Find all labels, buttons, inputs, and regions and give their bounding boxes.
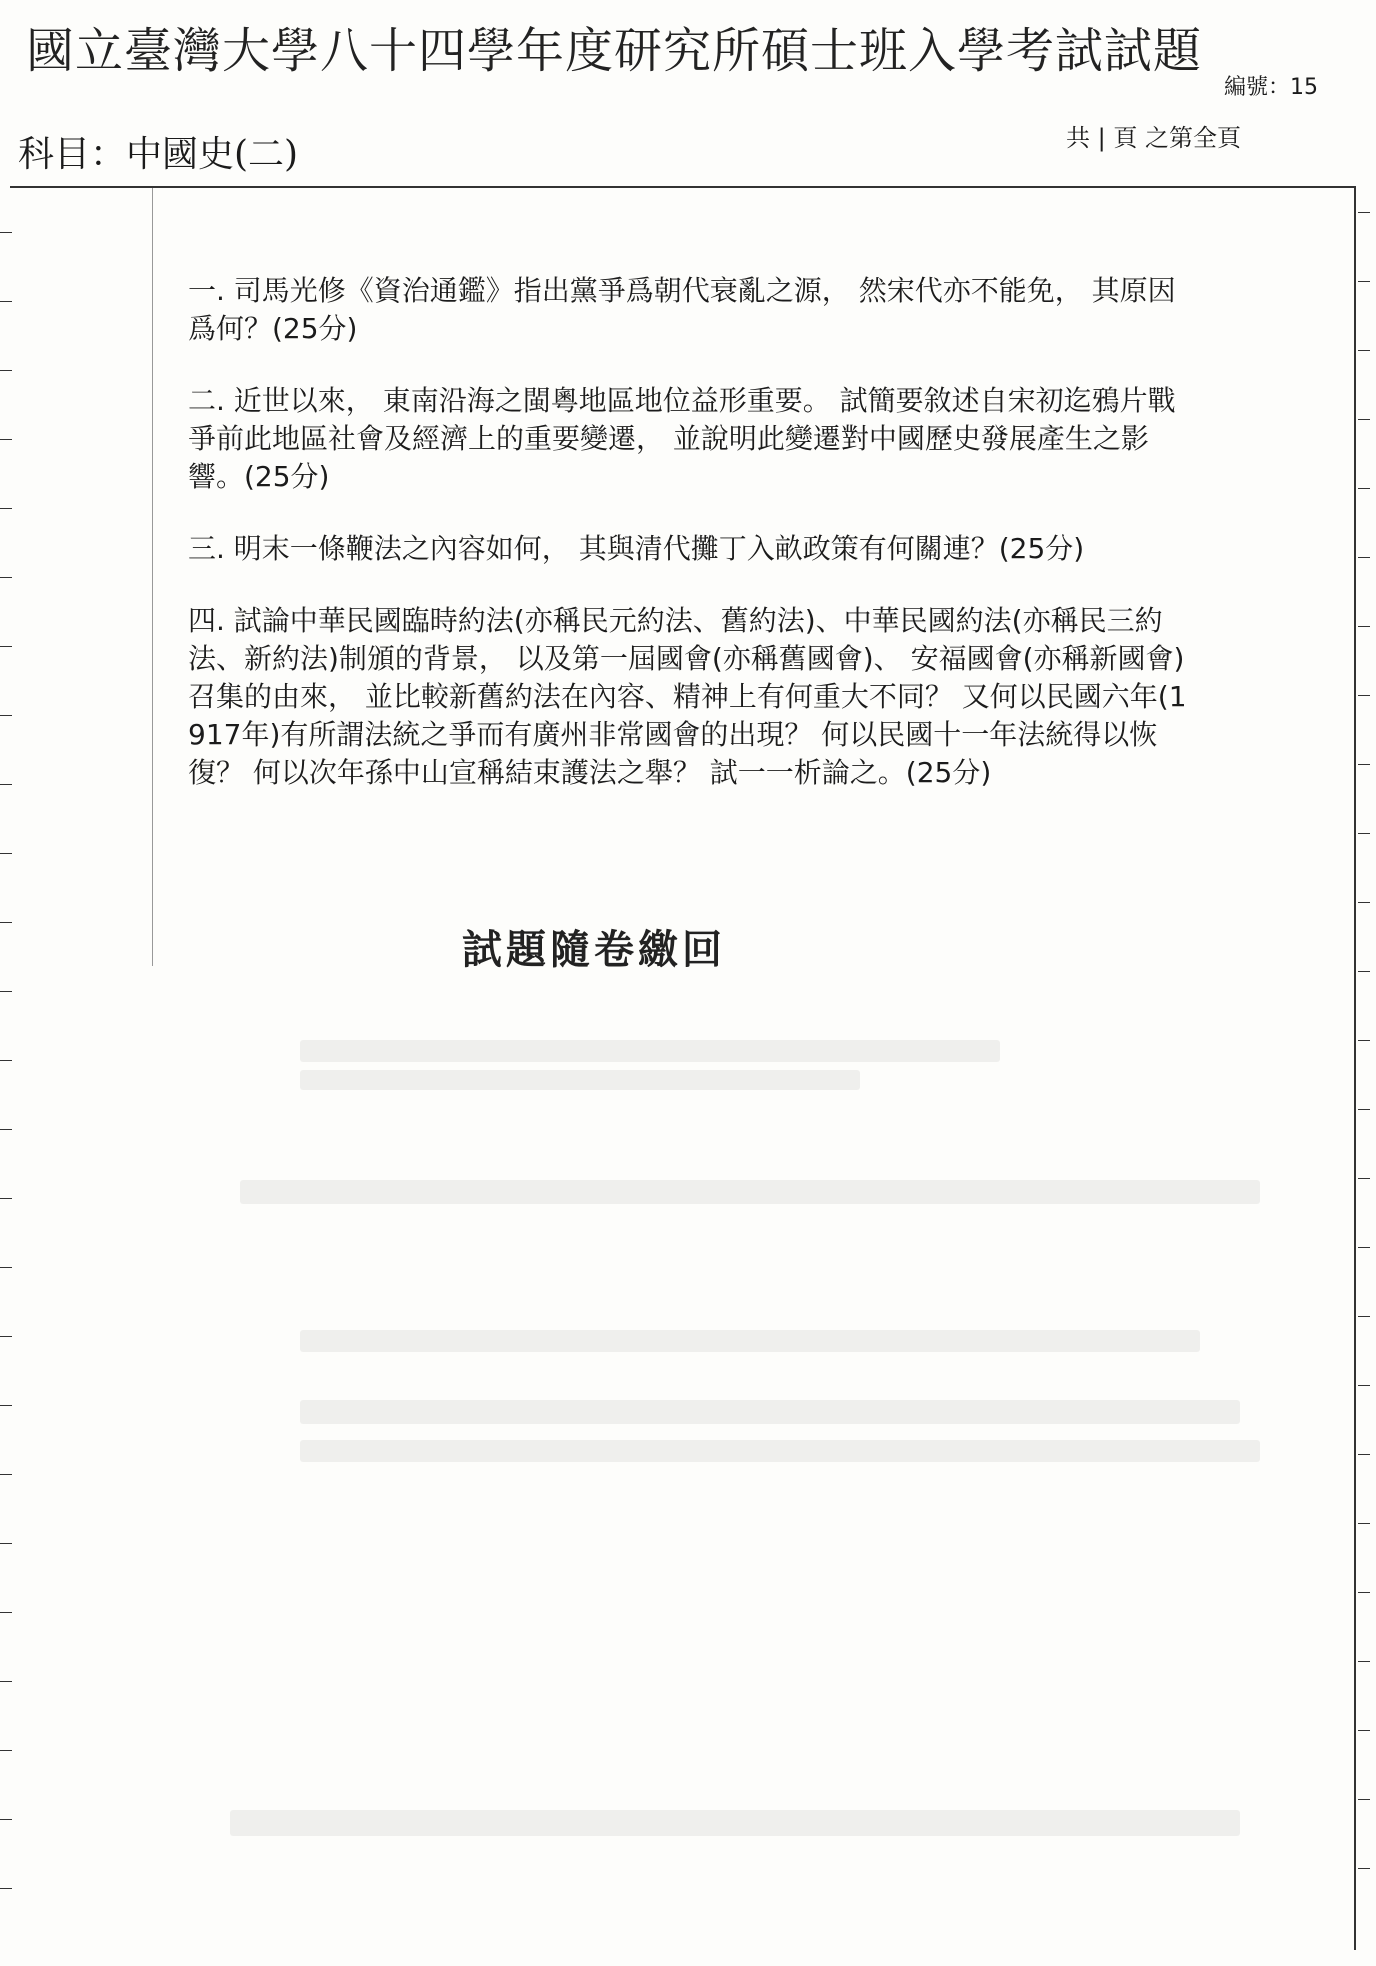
margin-tick (0, 1267, 12, 1268)
margin-tick (0, 1336, 12, 1337)
margin-tick (1358, 1247, 1370, 1248)
margin-tick (1358, 488, 1370, 489)
margin-tick (1358, 902, 1370, 903)
margin-tick (1358, 1868, 1370, 1869)
margin-tick (1358, 1178, 1370, 1179)
bleed-through-mark (300, 1040, 1000, 1062)
inner-margin-line (152, 188, 153, 966)
margin-tick (1358, 1454, 1370, 1455)
bleed-through-mark (300, 1400, 1240, 1424)
margin-tick (0, 1750, 12, 1751)
margin-tick (0, 439, 12, 440)
exam-title: 國立臺灣大學八十四學年度研究所碩士班入學考試試題 (26, 23, 1203, 79)
margin-tick (1358, 1661, 1370, 1662)
bleed-through-mark (300, 1070, 860, 1090)
margin-tick (1358, 419, 1370, 420)
margin-tick (0, 232, 12, 233)
page-count: 共 | 頁 之第全頁 (1066, 124, 1241, 152)
margin-tick (1358, 557, 1370, 558)
margin-tick (1358, 1799, 1370, 1800)
margin-tick (0, 991, 12, 992)
margin-tick (0, 577, 12, 578)
question-1: 一. 司馬光修《資治通鑑》指出黨爭爲朝代衰亂之源， 然宋代亦不能免， 其原因爲何？(25分) (188, 274, 1176, 345)
margin-tick (0, 922, 12, 923)
margin-tick (1358, 212, 1370, 213)
margin-tick (0, 1060, 12, 1061)
margin-tick (0, 1198, 12, 1199)
margin-tick (1358, 1730, 1370, 1731)
margin-tick (0, 370, 12, 371)
serial-number: 編號：15 (1224, 75, 1318, 100)
question-2: 二. 近世以來， 東南沿海之閩粵地區地位益形重要。 試簡要敘述自宋初迄鴉片戰爭前此地區社會及經濟上的重要變遷， 並說明此變遷對中國歷史發展產生之影響。(25分) (188, 384, 1176, 493)
margin-tick (1358, 1040, 1370, 1041)
margin-tick (0, 301, 12, 302)
margin-tick (0, 715, 12, 716)
margin-tick (0, 1405, 12, 1406)
return-instruction: 試題隨卷繳回 (462, 926, 726, 973)
margin-tick (0, 646, 12, 647)
bleed-through-mark (230, 1810, 1240, 1836)
margin-tick (1358, 833, 1370, 834)
margin-tick (0, 1888, 12, 1889)
bleed-through-mark (240, 1180, 1260, 1204)
margin-tick (1358, 1385, 1370, 1386)
margin-tick (1358, 764, 1370, 765)
bleed-through-mark (300, 1330, 1200, 1352)
margin-tick (1358, 281, 1370, 282)
margin-tick (0, 1129, 12, 1130)
margin-tick (1358, 1316, 1370, 1317)
margin-tick (0, 853, 12, 854)
margin-tick (0, 1612, 12, 1613)
margin-tick (1358, 1109, 1370, 1110)
margin-tick (0, 508, 12, 509)
margin-tick (1358, 1592, 1370, 1593)
margin-tick (0, 1543, 12, 1544)
question-3: 三. 明末一條鞭法之內容如何， 其與清代攤丁入畝政策有何關連？(25分) (188, 532, 1085, 565)
question-4: 四. 試論中華民國臨時約法(亦稱民元約法、舊約法)、中華民國約法(亦稱民三約法、新約法)制頒的背景， 以及第一屆國會(亦稱舊國會)、 安福國會(亦稱新國會)召集的由來， 並比較新舊約法在內容、精神上有何重大不同？ 又何以民國六年(1917年)有所謂法統之爭而有廣州非常國會的出現？ 何以民國十一年法統得以恢復？ 何以次年孫中山宣稱結束護法之舉？ 試一一析論之。(25分) (188, 604, 1187, 789)
margin-tick (1358, 695, 1370, 696)
margin-tick (0, 1474, 12, 1475)
margin-tick (0, 1681, 12, 1682)
margin-tick (0, 1819, 12, 1820)
margin-tick (0, 784, 12, 785)
question-list (188, 272, 1188, 826)
subject-label: 科目：中國史(二) (18, 134, 299, 175)
margin-tick (1358, 350, 1370, 351)
margin-tick (1358, 1523, 1370, 1524)
margin-tick (1358, 626, 1370, 627)
bleed-through-mark (300, 1440, 1260, 1462)
margin-tick (1358, 971, 1370, 972)
